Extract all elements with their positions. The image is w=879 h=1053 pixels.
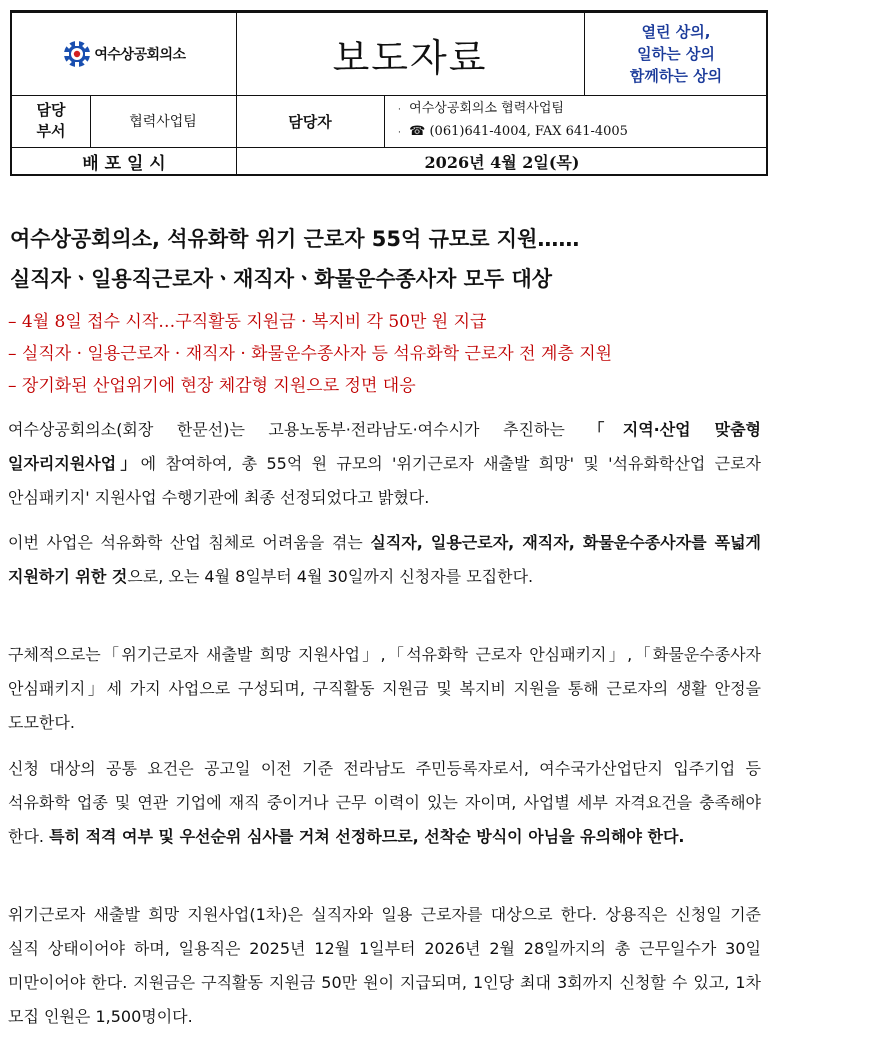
contact-org: 여수상공회의소 협력사업팀: [409, 101, 564, 116]
subhead-bullet: – 실직자 · 일용근로자 · 재직자 · 화물운수종사자 등 석유화학 근로자 전 계층 지원: [8, 344, 613, 364]
slogan-line: 함께하는 상의: [629, 67, 723, 85]
headline-main: 여수상공회의소, 석유화학 위기 근로자 55억 규모로 지원……: [10, 227, 580, 251]
contact-label: 담당자: [288, 112, 332, 131]
document-title: 보도자료: [332, 35, 488, 80]
body-paragraph: 구체적으로는「위기근로자 새출발 희망 지원사업」,「석유화학 근로자 안심패키지」,「화물운수종사자 안심패키지」세 가지 사업으로 구성되며, 구직활동 지원금 및 복지비 지원을 통해 근로자의 생활 안정을 도모한다.: [8, 645, 761, 732]
slogan-line: 일하는 상의: [637, 45, 715, 63]
slogan-line: 열린 상의,: [641, 23, 711, 41]
dept-label-line: 부서: [36, 122, 66, 140]
dept-value: 협력사업팀: [129, 114, 197, 130]
contact-phone: (061)641-4004, FAX 641-4005: [429, 124, 628, 139]
press-release-header-table: [10, 10, 768, 176]
chamber-slogan: [584, 13, 768, 95]
chamber-emblem-icon: [62, 39, 92, 69]
headline-sub: 실직자ㆍ일용직근로자ㆍ재직자ㆍ화물운수종사자 모두 대상: [10, 267, 553, 291]
dept-label: [12, 95, 90, 147]
chamber-logo: [12, 13, 236, 95]
body-paragraph: 위기근로자 새출발 희망 지원사업(1차)은 실직자와 일용 근로자를 대상으로 한다. 상용직은 신청일 기준 실직 상태이어야 하며, 일용직은 2025년 12월 1일부터 2026년 2월 28일까지의 총 근무일수가 30일 미만이어야 한다. 지원금은 구직활동 지원금 50만 원이 지급되며, 1인당 최대 3회까지 신청할 수 있고, 1차 모집 인원은 1,500명이다.: [8, 905, 761, 1026]
subhead-bullet: – 4월 8일 접수 시작…구직활동 지원금 · 복지비 각 50만 원 지급: [8, 312, 487, 332]
program-name-emphasis: 「지역·산업 맞춤형 일자리지원사업」: [8, 420, 761, 473]
body-paragraph: 신청 대상의 공통 요건은 공고일 이전 기준 전라남도 주민등록자로서, 여수국가산업단지 입주기업 등 석유화학 업종 및 연관 기업에 재직 중이거나 근무 이력이 있는 자이며, 사업별 세부 자격요건을 충족해야 한다. 특히 적격 여부 및 우선순위 심사를 거쳐 선정하므로, 선착순 방식이 아님을 유의해야 한다.: [8, 759, 761, 846]
release-label: 배 포 일 시: [82, 154, 166, 174]
release-date: 2026년 4월 2일(목): [424, 153, 580, 172]
body-paragraph: 이번 사업은 석유화학 산업 침체로 어려움을 겪는 실직자, 일용근로자, 재직자, 화물운수종사자를 폭넓게 지원하기 위한 것으로, 오는 4월 8일부터 4월 30일까지 신청자를 모집한다.: [8, 533, 761, 586]
logo-text: 여수상공회의소: [94, 47, 186, 63]
contact-info: [384, 95, 768, 147]
phone-icon: ☎: [409, 124, 426, 139]
target-emphasis: 실직자, 일용근로자, 재직자, 화물운수종사자를 폭넓게 지원하기 위한 것: [8, 533, 761, 586]
contact-org-row: · 여수상공회의소 협력사업팀: [398, 101, 564, 116]
body-paragraph: 여수상공회의소(회장 한문선)는 고용노동부·전라남도·여수시가 추진하는 「지역·산업 맞춤형 일자리지원사업」에 참여하여, 총 55억 원 규모의 '위기근로자 새출발 희망' 및 '석유화학산업 근로자 안심패키지' 지원사업 수행기관에 최종 선정되었다고 밝혔다.: [8, 420, 761, 507]
dept-label-line: 담당: [36, 101, 66, 119]
contact-phone-row: · ☎ (061)641-4004, FAX 641-4005: [398, 124, 628, 139]
subhead-bullet: – 장기화된 산업위기에 현장 체감형 지원으로 정면 대응: [8, 376, 416, 396]
selection-notice-emphasis: 특히 적격 여부 및 우선순위 심사를 거쳐 선정하므로, 선착순 방식이 아님을 유의해야 한다.: [49, 827, 685, 846]
